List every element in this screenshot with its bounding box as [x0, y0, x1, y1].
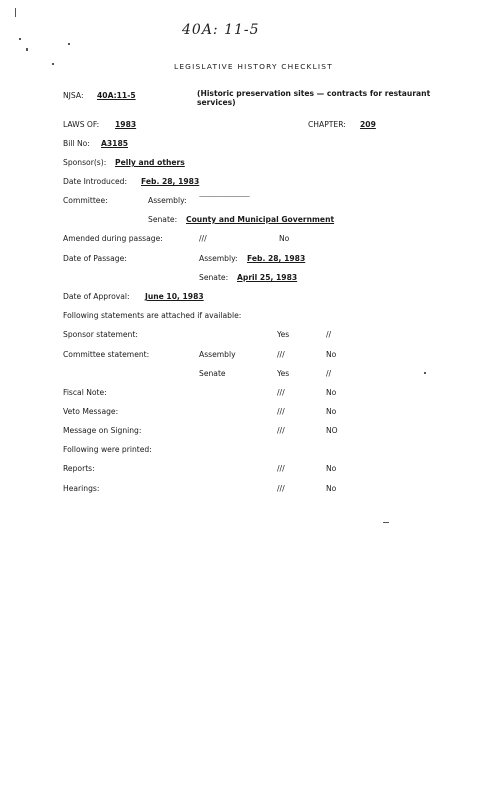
statements-header: Following statements are attached if available: [63, 311, 242, 320]
amended-label: Amended during passage: [63, 234, 163, 243]
fiscal-note-no: No [326, 388, 337, 397]
committee-statement-assembly-yes: /// [277, 350, 285, 359]
sponsor-statement-yes: Yes [277, 330, 290, 339]
approval-value: June 10, 1983 [145, 292, 204, 301]
sponsor-statement-label: Sponsor statement: [63, 330, 138, 339]
laws-of-value: 1983 [115, 120, 137, 129]
reports-yes: /// [277, 464, 285, 473]
fiscal-note-yes: /// [277, 388, 285, 397]
sponsor-statement-no: // [326, 330, 332, 339]
amended-mark: /// [199, 234, 207, 243]
bill-no-value: A3185 [101, 139, 129, 148]
hearings-yes: /// [277, 484, 285, 493]
date-introduced-label: Date Introduced: [63, 177, 128, 186]
message-on-signing-label: Message on Signing: [63, 426, 142, 435]
veto-message-no: No [326, 407, 337, 416]
veto-message-label: Veto Message: [63, 407, 119, 416]
chapter-label: CHAPTER: [308, 120, 346, 129]
margin-mark [26, 48, 28, 51]
committee-statement-label: Committee statement: [63, 350, 150, 359]
date-introduced-value: Feb. 28, 1983 [141, 177, 200, 186]
committee-statement-senate-no: // [326, 369, 332, 378]
fiscal-note-label: Fiscal Note: [63, 388, 107, 397]
committee-assembly-value: —————————— [199, 193, 249, 200]
margin-mark [19, 38, 21, 40]
laws-of-label: LAWS OF: [63, 120, 100, 129]
margin-mark [52, 63, 54, 65]
hearings-label: Hearings: [63, 484, 100, 493]
sponsor-label: Sponsor(s): [63, 158, 107, 167]
margin-mark [424, 372, 426, 374]
margin-mark [383, 522, 389, 523]
reports-label: Reports: [63, 464, 95, 473]
bill-no-label: Bill No: [63, 139, 90, 148]
committee-statement-senate-yes: Yes [277, 369, 290, 378]
chapter-value: 209 [360, 120, 376, 129]
committee-senate-label: Senate: [148, 215, 178, 224]
message-on-signing-yes: /// [277, 426, 285, 435]
message-on-signing-no: NO [326, 426, 338, 435]
passage-assembly-value: Feb. 28, 1983 [247, 254, 306, 263]
committee-senate-value: County and Municipal Government [186, 215, 335, 224]
approval-label: Date of Approval: [63, 292, 130, 301]
njsa-label: NJSA: [63, 91, 84, 100]
sponsor-value: Pelly and others [115, 158, 185, 167]
page-title: LEGISLATIVE HISTORY CHECKLIST [174, 62, 333, 71]
committee-statement-assembly-no: No [326, 350, 337, 359]
veto-message-yes: /// [277, 407, 285, 416]
hearings-no: No [326, 484, 337, 493]
committee-assembly-label: Assembly: [148, 196, 187, 205]
printed-header: Following were printed: [63, 445, 152, 454]
passage-label: Date of Passage: [63, 254, 127, 263]
njsa-value: 40A:11-5 [97, 91, 136, 100]
passage-senate-label: Senate: [199, 273, 229, 282]
committee-statement-senate-label: Senate [199, 369, 226, 378]
reports-no: No [326, 464, 337, 473]
amended-answer: No [279, 234, 290, 243]
committee-statement-assembly-label: Assembly [199, 350, 236, 359]
margin-mark [68, 43, 70, 45]
margin-mark [15, 8, 16, 17]
committee-label: Committee: [63, 196, 108, 205]
njsa-description: (Historic preservation sites — contracts for restaurant services) [197, 89, 431, 107]
passage-assembly-label: Assembly: [199, 254, 238, 263]
passage-senate-value: April 25, 1983 [237, 273, 298, 282]
handwritten-reference: 40A: 11-5 [182, 22, 260, 38]
